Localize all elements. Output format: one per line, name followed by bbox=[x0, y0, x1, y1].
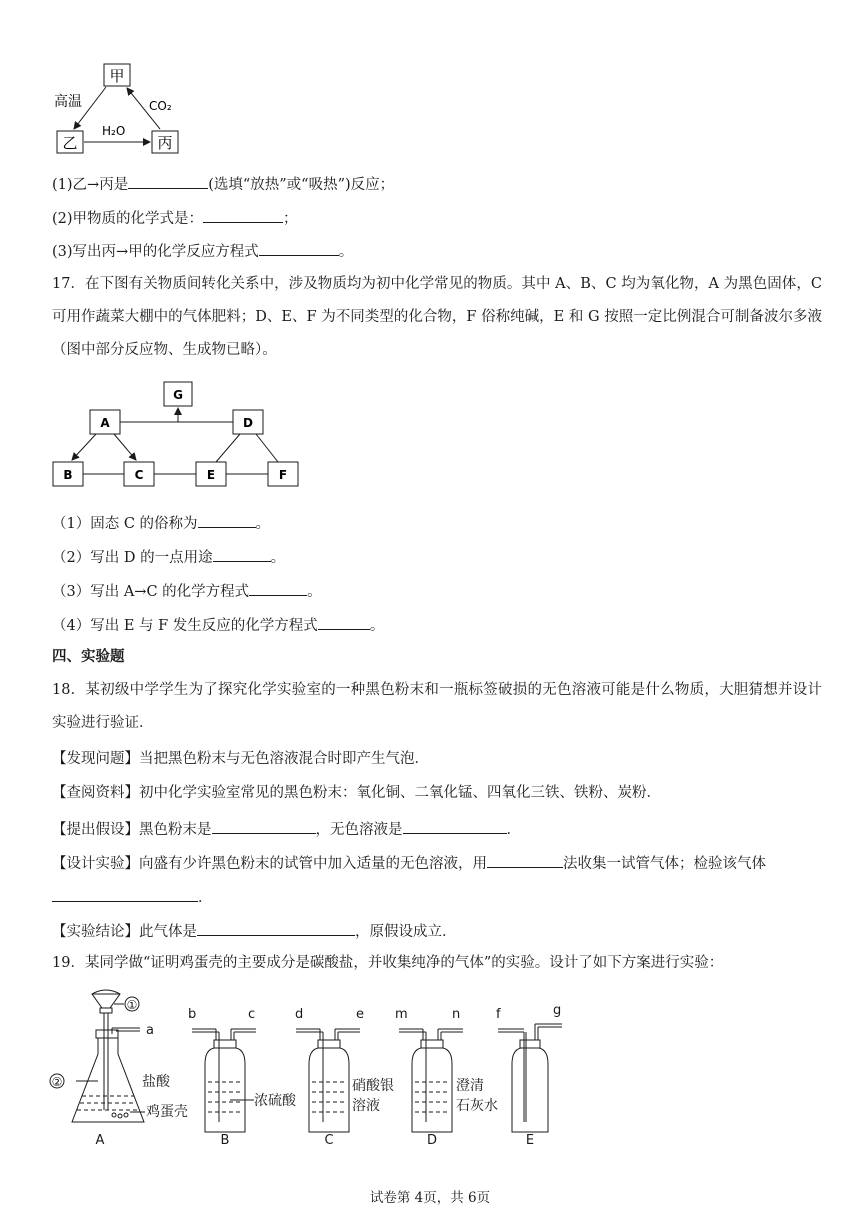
mark-1: ① bbox=[126, 998, 138, 1012]
q18-conclusion: 【实验结论】此气体是 ，原假设成立． bbox=[52, 919, 457, 942]
mark-2: ② bbox=[51, 1075, 63, 1089]
apparatus-figure bbox=[40, 982, 580, 1148]
arrow-a-b bbox=[72, 434, 96, 460]
line-d-f bbox=[256, 434, 278, 462]
edge-label-co2: CO₂ bbox=[149, 99, 172, 113]
node-yi: 乙 bbox=[62, 134, 78, 152]
answer-blank[interactable] bbox=[259, 239, 339, 256]
answer-blank[interactable] bbox=[212, 817, 316, 834]
port-d: d bbox=[295, 1007, 304, 1022]
label-lime-1: 澄清 bbox=[456, 1078, 484, 1094]
q18-stem: 18．某初级中学学生为了探究化学实验室的一种黑色粉末和一瓶标签破损的无色溶液可能是什么物质，大胆猜想并设计实验进行验证． bbox=[52, 682, 822, 731]
q19-stem: 19．某同学做“证明鸡蛋壳的主要成分是碳酸盐，并收集纯净的气体”的实验。设计了如下方案进行实验： bbox=[52, 955, 724, 971]
arrow-a-c bbox=[114, 434, 136, 460]
cycle-diagram bbox=[48, 60, 198, 160]
port-f: f bbox=[496, 1007, 501, 1022]
answer-blank[interactable] bbox=[249, 579, 307, 596]
label-a: A bbox=[95, 1133, 105, 1148]
q17-part2: （2）写出 D 的一点用途 。 bbox=[52, 545, 285, 568]
port-g: g bbox=[553, 1003, 562, 1018]
conversion-diagram bbox=[50, 378, 310, 493]
label-agno3-2: 溶液 bbox=[352, 1098, 380, 1114]
port-a: a bbox=[146, 1023, 154, 1038]
q17-stem: 17．在下图有关物质间转化关系中，涉及物质均为初中化学常见的物质。其中 A、B、C 均为氧化物，A 为黑色固体，C 可用作蔬菜大棚中的气体肥料；D、E、F 为不同类型的化合物，F 俗称纯碱，E 和 G 按照一定比例混合可制备波尔多液（图中部分反应物、生成物已略）。 bbox=[52, 276, 822, 358]
port-b: b bbox=[188, 1007, 197, 1022]
edge-label-high-temp: 高温 bbox=[54, 94, 82, 110]
q17-part3: （3）写出 A→C 的化学方程式 。 bbox=[52, 579, 322, 602]
q17-part4: （4）写出 E 与 F 发生反应的化学方程式 。 bbox=[52, 613, 384, 636]
answer-blank[interactable] bbox=[213, 545, 271, 562]
answer-blank[interactable] bbox=[198, 511, 256, 528]
q18-design-cont: ． bbox=[52, 885, 213, 908]
answer-blank[interactable] bbox=[197, 919, 355, 936]
answer-blank[interactable] bbox=[487, 851, 563, 868]
answer-blank[interactable] bbox=[203, 206, 283, 223]
q16-part1: (1)乙→丙是 (选填“放热”或“吸热”)反应； bbox=[52, 172, 394, 195]
port-n: n bbox=[452, 1007, 461, 1022]
q17-part1: （1）固态 C 的俗称为 。 bbox=[52, 511, 270, 534]
label-d: D bbox=[426, 1133, 438, 1148]
apparatus-d bbox=[399, 1029, 463, 1132]
apparatus-e bbox=[498, 1024, 562, 1132]
port-c: c bbox=[248, 1007, 256, 1022]
label-hcl: 盐酸 bbox=[142, 1074, 170, 1090]
answer-blank[interactable] bbox=[52, 885, 198, 902]
answer-blank[interactable] bbox=[318, 613, 370, 630]
node-d: D bbox=[243, 416, 253, 430]
q18-consult: 【查阅资料】初中化学实验室常见的黑色粉末：氧化铜、二氧化锰、四氧化三铁、铁粉、炭粉． bbox=[52, 785, 661, 801]
q18-hypothesis: 【提出假设】黑色粉末是 ，无色溶液是 ． bbox=[52, 817, 521, 840]
label-lime-2: 石灰水 bbox=[456, 1098, 498, 1114]
node-bing: 丙 bbox=[157, 134, 173, 152]
apparatus-c bbox=[296, 1029, 360, 1132]
node-b: B bbox=[63, 468, 73, 482]
answer-blank[interactable] bbox=[403, 817, 507, 834]
label-c: C bbox=[324, 1133, 334, 1148]
answer-blank[interactable] bbox=[128, 172, 208, 189]
node-e: E bbox=[206, 468, 216, 482]
section-heading: 四、实验题 bbox=[52, 648, 125, 665]
label-eggshell: 鸡蛋壳 bbox=[146, 1104, 188, 1120]
q18-discover: 【发现问题】当把黑色粉末与无色溶液混合时即产生气泡． bbox=[52, 751, 429, 767]
q16-part3: (3)写出丙→甲的化学反应方程式 。 bbox=[52, 239, 353, 262]
label-e: E bbox=[525, 1133, 535, 1148]
q16-part2: (2)甲物质的化学式是： ； bbox=[52, 206, 298, 229]
edge-label-h2o: H₂O bbox=[102, 124, 126, 138]
port-m: m bbox=[395, 1007, 408, 1022]
label-b: B bbox=[220, 1133, 230, 1148]
page-footer: 试卷第 4页，共 6页 bbox=[369, 1190, 491, 1206]
apparatus-b bbox=[192, 1029, 256, 1132]
node-g: G bbox=[173, 388, 183, 402]
node-f: F bbox=[278, 468, 288, 482]
q18-design: 【设计实验】向盛有少许黑色粉末的试管中加入适量的无色溶液，用 法收集一试管气体；检验该气体 bbox=[52, 851, 766, 874]
line-d-e bbox=[216, 434, 240, 462]
port-e: e bbox=[356, 1007, 364, 1022]
label-agno3-1: 硝酸银 bbox=[352, 1078, 394, 1094]
label-h2so4: 浓硫酸 bbox=[254, 1093, 296, 1109]
node-jia: 甲 bbox=[109, 67, 125, 85]
node-c: C bbox=[134, 468, 144, 482]
node-a: A bbox=[100, 416, 110, 430]
